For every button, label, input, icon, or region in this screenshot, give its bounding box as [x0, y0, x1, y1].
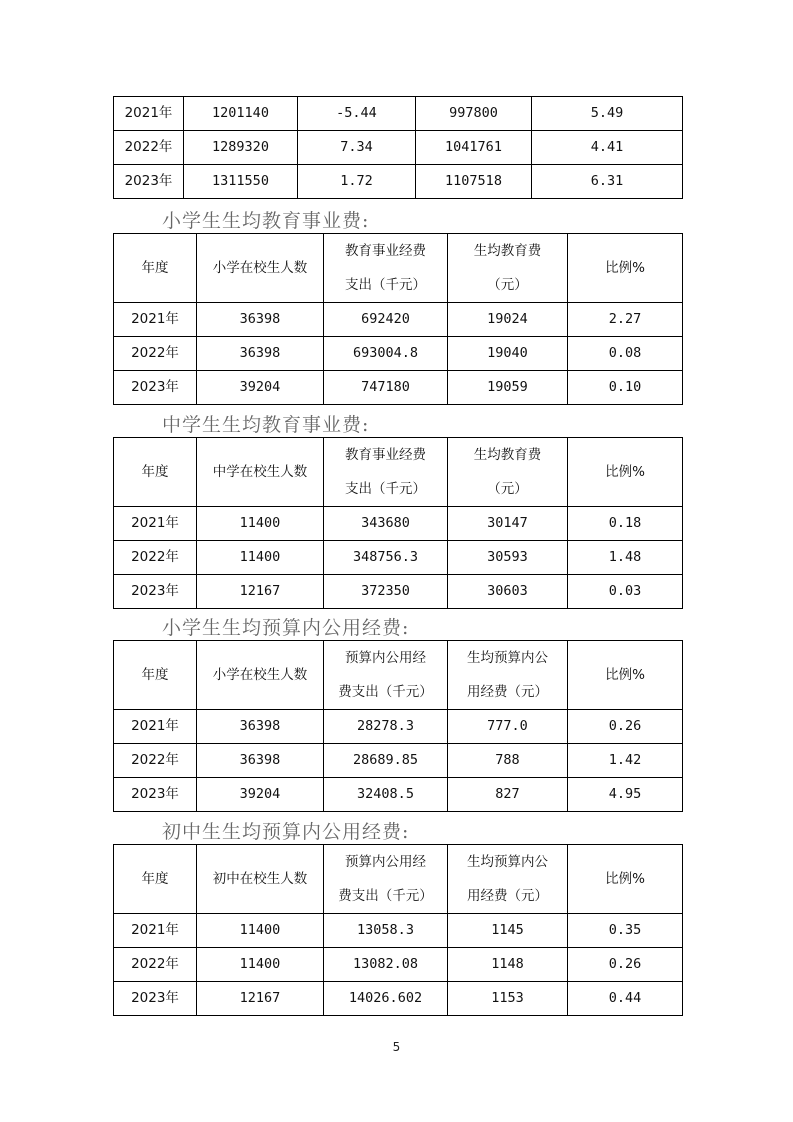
table-cell: 11400: [197, 948, 324, 982]
table-row: [114, 131, 683, 165]
table-cell: 36398: [197, 710, 324, 744]
year-cell: 2022年: [114, 744, 197, 778]
table-row: [114, 982, 683, 1016]
table-cell: 13058.3: [324, 914, 448, 948]
table-cell: 19024: [448, 303, 568, 337]
column-header: 年度: [114, 641, 197, 710]
table-cell: 1289320: [184, 131, 298, 165]
table-cell: 14026.602: [324, 982, 448, 1016]
table-cell: 30593: [448, 541, 568, 575]
column-header: 比例%: [568, 438, 683, 507]
column-header: 比例%: [568, 845, 683, 914]
table-cell: 30147: [448, 507, 568, 541]
year-cell: 2023年: [114, 778, 197, 812]
table-row: [114, 575, 683, 609]
table-header-row: [114, 234, 683, 303]
table-cell: 1311550: [184, 165, 298, 199]
table-cell: 36398: [197, 744, 324, 778]
year-cell: 2022年: [114, 541, 197, 575]
table-row: [114, 97, 683, 131]
column-header: 年度: [114, 438, 197, 507]
column-header: 生均教育费 （元）: [448, 438, 568, 507]
table-row: [114, 507, 683, 541]
table-cell: 39204: [197, 371, 324, 405]
column-header: 中学在校生人数: [197, 438, 324, 507]
table-cell: 0.26: [568, 948, 683, 982]
section-heading: 小学生生均预算内公用经费:: [162, 617, 410, 639]
year-cell: 2021年: [114, 710, 197, 744]
table-cell: 1.48: [568, 541, 683, 575]
table-cell: 777.0: [448, 710, 568, 744]
table-cell: 693004.8: [324, 337, 448, 371]
table-cell: 997800: [416, 97, 532, 131]
year-cell: 2023年: [114, 371, 197, 405]
table-cell: 28689.85: [324, 744, 448, 778]
table-cell: 1.42: [568, 744, 683, 778]
table-cell: 1107518: [416, 165, 532, 199]
table-cell: 692420: [324, 303, 448, 337]
table-header-row: [114, 641, 683, 710]
table-cell: 12167: [197, 575, 324, 609]
table-cell: 2.27: [568, 303, 683, 337]
table-cell: 1148: [448, 948, 568, 982]
data-table: [113, 437, 683, 609]
table-cell: 0.10: [568, 371, 683, 405]
table-cell: 0.18: [568, 507, 683, 541]
year-cell: 2021年: [114, 303, 197, 337]
table-row: [114, 371, 683, 405]
table-cell: 788: [448, 744, 568, 778]
section-heading: 小学生生均教育事业费:: [162, 210, 370, 232]
table-cell: 0.35: [568, 914, 683, 948]
table-cell: 372350: [324, 575, 448, 609]
table-cell: 4.95: [568, 778, 683, 812]
table-cell: 30603: [448, 575, 568, 609]
table-cell: 32408.5: [324, 778, 448, 812]
table-cell: 19059: [448, 371, 568, 405]
table-row: [114, 744, 683, 778]
table-row: [114, 541, 683, 575]
table-row: [114, 778, 683, 812]
column-header: 初中在校生人数: [197, 845, 324, 914]
column-header: 预算内公用经 费支出（千元）: [324, 641, 448, 710]
table-cell: 0.44: [568, 982, 683, 1016]
year-cell: 2021年: [114, 97, 184, 131]
table-cell: 5.49: [532, 97, 683, 131]
table-cell: 1201140: [184, 97, 298, 131]
column-header: 小学在校生人数: [197, 641, 324, 710]
page-number: 5: [392, 1040, 401, 1054]
table-row: [114, 337, 683, 371]
year-cell: 2021年: [114, 914, 197, 948]
column-header: 生均预算内公 用经费（元）: [448, 641, 568, 710]
table-cell: 28278.3: [324, 710, 448, 744]
column-header: 年度: [114, 845, 197, 914]
table-cell: 0.08: [568, 337, 683, 371]
column-header: 小学在校生人数: [197, 234, 324, 303]
column-header: 生均教育费 （元）: [448, 234, 568, 303]
column-header: 比例%: [568, 641, 683, 710]
table-header-row: [114, 438, 683, 507]
table-cell: 348756.3: [324, 541, 448, 575]
table-cell: 4.41: [532, 131, 683, 165]
year-cell: 2023年: [114, 165, 184, 199]
table-cell: 11400: [197, 541, 324, 575]
table-cell: 7.34: [298, 131, 416, 165]
year-cell: 2022年: [114, 337, 197, 371]
table-cell: 36398: [197, 337, 324, 371]
year-cell: 2022年: [114, 131, 184, 165]
table-row: [114, 710, 683, 744]
table-row: [114, 165, 683, 199]
table-row: [114, 914, 683, 948]
column-header: 生均预算内公 用经费（元）: [448, 845, 568, 914]
table-cell: 12167: [197, 982, 324, 1016]
table-cell: 343680: [324, 507, 448, 541]
table-cell: 0.26: [568, 710, 683, 744]
table-header-row: [114, 845, 683, 914]
table-cell: 0.03: [568, 575, 683, 609]
data-table: [113, 640, 683, 812]
table-cell: 827: [448, 778, 568, 812]
year-cell: 2021年: [114, 507, 197, 541]
table-cell: 19040: [448, 337, 568, 371]
table-cell: 1.72: [298, 165, 416, 199]
table-row: [114, 948, 683, 982]
column-header: 教育事业经费 支出（千元）: [324, 234, 448, 303]
table-cell: 11400: [197, 914, 324, 948]
table-cell: 11400: [197, 507, 324, 541]
table-cell: -5.44: [298, 97, 416, 131]
table-cell: 1153: [448, 982, 568, 1016]
table-cell: 6.31: [532, 165, 683, 199]
table-row: [114, 303, 683, 337]
table-cell: 1041761: [416, 131, 532, 165]
table-cell: 747180: [324, 371, 448, 405]
data-table: [113, 233, 683, 405]
top-table: [113, 96, 683, 199]
section-heading: 中学生生均教育事业费:: [162, 414, 370, 436]
table-cell: 1145: [448, 914, 568, 948]
table-cell: 36398: [197, 303, 324, 337]
data-table: [113, 844, 683, 1016]
section-heading: 初中生生均预算内公用经费:: [162, 821, 410, 843]
year-cell: 2023年: [114, 982, 197, 1016]
column-header: 教育事业经费 支出（千元）: [324, 438, 448, 507]
year-cell: 2022年: [114, 948, 197, 982]
column-header: 比例%: [568, 234, 683, 303]
year-cell: 2023年: [114, 575, 197, 609]
column-header: 年度: [114, 234, 197, 303]
column-header: 预算内公用经 费支出（千元）: [324, 845, 448, 914]
table-cell: 13082.08: [324, 948, 448, 982]
table-cell: 39204: [197, 778, 324, 812]
